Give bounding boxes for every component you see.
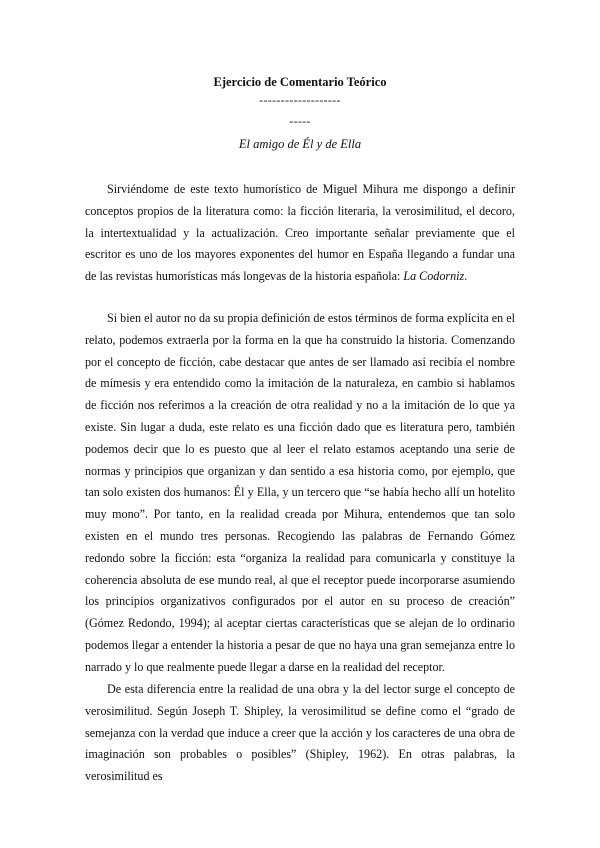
document-subtitle: El amigo de Él y de Ella (238, 137, 362, 151)
paragraph-verisimilitude: De esta diferencia entre la realidad de una obra y la del lector surge el concepto de verosimilitud. Según Joseph T. Shipley, la verosimilitud se define como el “grado de semejanza con la verdad que induce a creer que la acción y los caracteres de una obra de imaginación son probables o posibles” (Shipley, 1962). En otras palabras, la verosimilitud es (85, 682, 515, 784)
title-separator-long: ------------------- (259, 93, 341, 107)
title-separator-short: ----- (289, 114, 311, 128)
document-title: Ejercicio de Comentario Teórico (213, 75, 387, 89)
paragraph-fiction: Si bien el autor no da su propia definición de estos términos de forma explícita en el relato, podemos extraerla por la forma en la que ha construido la historia. Comenzando por el concepto de ficción, cabe destacar que antes de ser llamado así recibía el nombre de mímesis y era entendido como la imitación de la naturaleza, en cambio si hablamos de ficción nos referimos a la creación de otra realidad y no a la imitación de lo que ya existe. Sin lugar a duda, este relato es una ficción dado que es literatura pero, también podemos decir que lo es puesto que al leer el relato estamos aceptando una serie de normas y principios que organizan y dan sentido a esa historia como, por ejemplo, que tan solo existen dos humanos: Él y Ella, y un tercero que “se había hecho allí un hotelito muy mono”. Por tanto, en la realidad creada por Mihura, entendemos que tan solo existen en el mundo tres personas. Recogiendo las palabras de Fernando Gómez redondo sobre la ficción: esta “organiza la realidad para comunicarla y constituye la coherencia absoluta de ese mundo real, al que el receptor puede incorporarse asumiendo los principios organizativos configurados por el autor en su proceso de creación” (Gómez Redondo, 1994); al aceptar ciertas características que se alejan de lo ordinario podemos llegar a entender la historia a pesar de que no haya una gran semejanza entre lo narrado y lo que realmente puede llegar a darse en la realidad del receptor. (85, 311, 515, 674)
paragraph-intro-text: Sirviéndome de este texto humorístico de Miguel Mihura me dispongo a definir conceptos propios de la literatura como: la ficción literaria, la verosimilitud, el decoro, la intertextualidad y la actualización. Creo importante señalar previamente que el escritor es uno de los mayores exponentes del humor en España llegando a fundar una de las revistas humorísticas más longevas de la historia española: (85, 182, 515, 284)
paragraph-intro (85, 179, 515, 288)
magazine-title: La Codorniz (403, 269, 465, 284)
paragraph-intro-end: . (464, 269, 468, 284)
